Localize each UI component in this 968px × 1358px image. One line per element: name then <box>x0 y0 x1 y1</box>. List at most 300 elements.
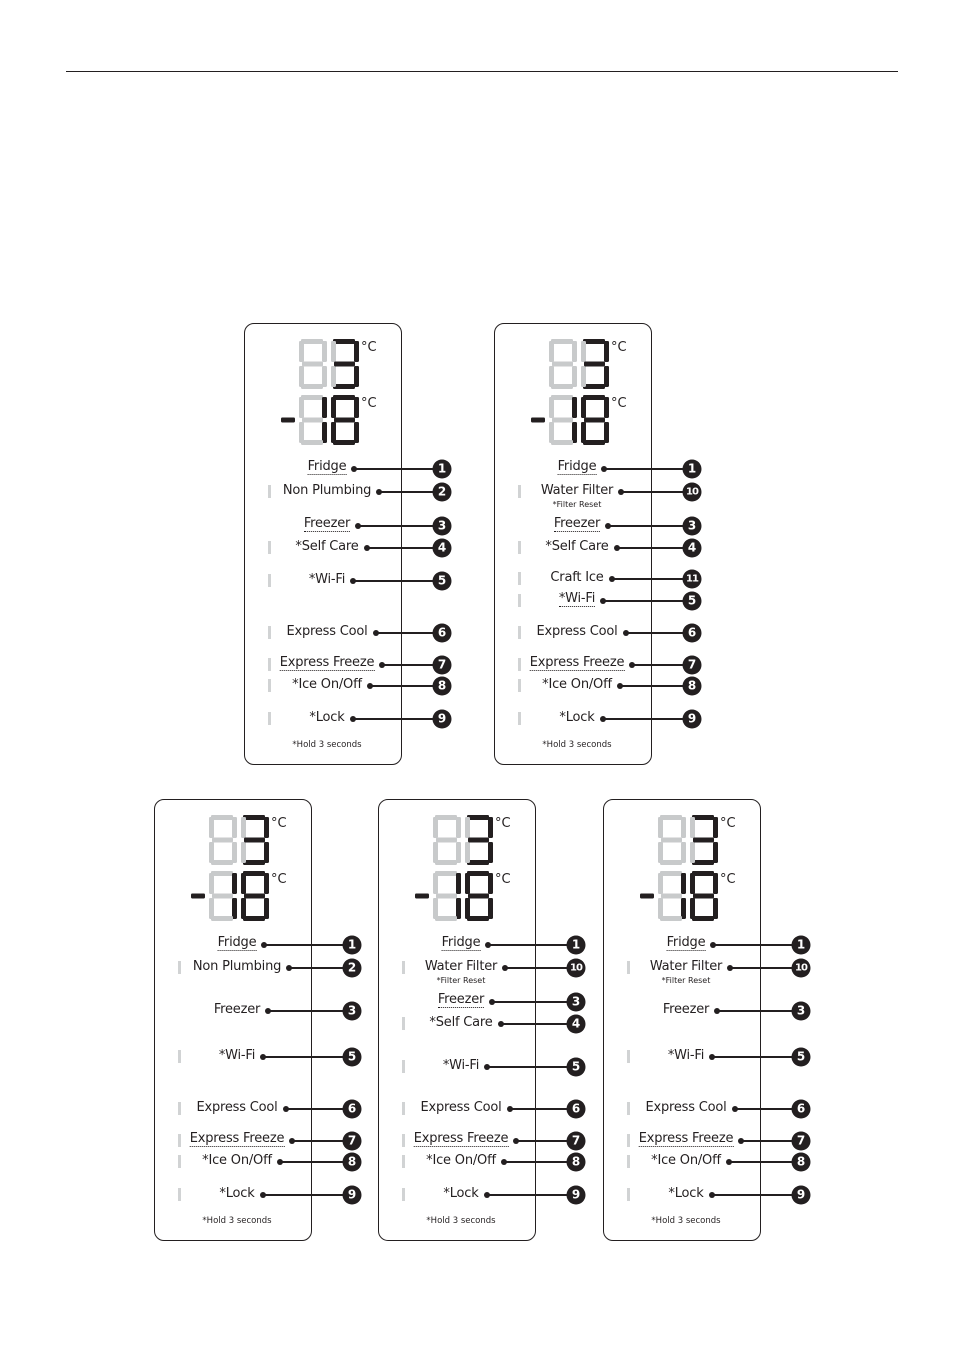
control-button-label[interactable]: *Lock <box>668 1186 704 1201</box>
lcd-digit <box>690 815 718 865</box>
lcd-segment <box>468 838 489 843</box>
lcd-segment <box>433 842 438 863</box>
lcd-segment <box>456 898 461 919</box>
indicator-light <box>518 485 521 498</box>
lcd-segment <box>681 817 686 838</box>
temperature-display <box>155 812 311 924</box>
lcd-segment <box>681 842 686 863</box>
minus-sign <box>640 894 654 899</box>
lcd-segment <box>334 362 355 367</box>
lcd-digit <box>690 871 718 921</box>
callout-number-badge: 4 <box>433 539 452 558</box>
control-button-label[interactable]: *Ice On/Off <box>202 1153 272 1168</box>
lcd-segment <box>264 817 269 838</box>
callout-number-badge: 3 <box>343 1002 362 1021</box>
hold-note: *Hold 3 seconds <box>202 1216 272 1226</box>
control-button-label[interactable]: *Wi-Fi <box>308 572 346 587</box>
callout-leader-line <box>358 525 442 526</box>
lcd-segment <box>433 817 438 838</box>
lcd-segment <box>301 339 323 344</box>
lcd-segment <box>465 898 470 919</box>
lcd-segment <box>211 860 233 865</box>
control-button-label[interactable]: Express Cool <box>286 624 368 639</box>
callout-leader-line <box>717 1010 801 1011</box>
control-button-label[interactable]: Express Freeze <box>638 1131 734 1146</box>
lcd-segment <box>552 362 573 367</box>
lcd-segment <box>435 871 457 876</box>
lcd-segment <box>549 422 554 443</box>
control-button-label[interactable]: Water Filter <box>540 483 614 498</box>
callout-number-badge: 8 <box>792 1153 811 1172</box>
lcd-segment <box>552 418 573 423</box>
callout-number-badge: 9 <box>433 710 452 729</box>
lcd-segment <box>551 339 573 344</box>
control-button-label[interactable]: Express Freeze <box>529 655 625 670</box>
callout-leader-line <box>608 525 692 526</box>
callout-number-badge: 9 <box>567 1186 586 1205</box>
lcd-segment <box>264 873 269 894</box>
callout-number-badge: 3 <box>792 1002 811 1021</box>
control-button-label[interactable]: Express Cool <box>420 1100 502 1115</box>
lcd-segment <box>692 860 714 865</box>
lcd-segment <box>488 817 493 838</box>
filter-reset-note: *Filter Reset <box>436 976 486 985</box>
indicator-light <box>518 541 521 554</box>
control-button-label[interactable]: *Wi-Fi <box>442 1058 480 1073</box>
lcd-segment <box>241 898 246 919</box>
celsius-unit: °C <box>611 340 627 355</box>
indicator-light <box>268 679 271 692</box>
lcd-digit <box>465 815 493 865</box>
lcd-segment <box>331 422 336 443</box>
lcd-segment <box>467 815 489 820</box>
control-button-label[interactable]: *Ice On/Off <box>651 1153 721 1168</box>
control-button-label[interactable]: *Lock <box>309 710 345 725</box>
celsius-unit: °C <box>495 872 511 887</box>
lcd-segment <box>243 871 265 876</box>
control-panel <box>154 799 357 1241</box>
control-button-label[interactable]: Fridge <box>217 935 257 950</box>
callout-number-badge: 8 <box>567 1153 586 1172</box>
callout-leader-line <box>487 1066 576 1067</box>
lcd-segment <box>713 873 718 894</box>
lcd-segment <box>211 815 233 820</box>
indicator-light <box>518 626 521 639</box>
lcd-segment <box>301 384 323 389</box>
callout-number-badge: 9 <box>343 1186 362 1205</box>
control-button-label[interactable]: *Wi-Fi <box>558 591 596 606</box>
lcd-segment <box>467 871 489 876</box>
indicator-light <box>268 574 271 587</box>
callout-number-badge: 3 <box>433 517 452 536</box>
lcd-segment <box>244 838 265 843</box>
lcd-segment <box>581 366 586 387</box>
control-button-label[interactable]: *Wi-Fi <box>667 1048 705 1063</box>
lcd-segment <box>549 397 554 418</box>
lcd-segment <box>209 817 214 838</box>
lcd-segment <box>660 916 682 921</box>
control-button-label[interactable]: Freezer <box>437 992 485 1007</box>
callout-number-badge: 3 <box>683 517 702 536</box>
celsius-unit: °C <box>720 816 736 831</box>
callout-number-badge: 6 <box>433 624 452 643</box>
indicator-light <box>402 1134 405 1147</box>
lcd-segment <box>456 842 461 863</box>
callout-leader-line <box>492 1001 576 1002</box>
callout-leader-line <box>621 491 692 492</box>
lcd-segment <box>456 817 461 838</box>
minus-sign <box>191 894 205 899</box>
lcd-segment <box>465 817 470 838</box>
lcd-segment <box>433 898 438 919</box>
lcd-segment <box>583 440 605 445</box>
lcd-segment <box>551 440 573 445</box>
lcd-segment <box>301 395 323 400</box>
lcd-segment <box>692 815 714 820</box>
indicator-light <box>268 626 271 639</box>
callout-leader-line <box>487 1194 576 1195</box>
lcd-segment <box>661 894 682 899</box>
callout-leader-line <box>729 1161 801 1162</box>
indicator-light <box>178 1050 181 1063</box>
callout-number-badge: 10 <box>683 483 702 502</box>
callout-number-badge: 5 <box>792 1048 811 1067</box>
callout-number-badge: 6 <box>792 1100 811 1119</box>
lcd-segment <box>322 341 327 362</box>
lcd-segment <box>681 873 686 894</box>
lcd-segment <box>241 873 246 894</box>
control-button-label[interactable]: Express Freeze <box>413 1131 509 1146</box>
control-button-label[interactable]: *Lock <box>443 1186 479 1201</box>
celsius-unit: °C <box>495 816 511 831</box>
lcd-svg <box>495 336 653 448</box>
lcd-digit <box>581 395 609 445</box>
lcd-segment <box>604 366 609 387</box>
lcd-segment <box>572 397 577 418</box>
lcd-segment <box>333 395 355 400</box>
callout-leader-line <box>712 1194 801 1195</box>
callout-number-badge: 2 <box>433 483 452 502</box>
indicator-light <box>627 1050 630 1063</box>
lcd-segment <box>713 898 718 919</box>
lcd-segment <box>693 894 714 899</box>
callout-number-badge: 9 <box>683 710 702 729</box>
indicator-light <box>518 594 521 607</box>
lcd-svg <box>604 812 762 924</box>
minus-sign <box>281 418 295 423</box>
callout-leader-line <box>264 944 352 945</box>
lcd-segment <box>241 842 246 863</box>
callout-number-badge: 8 <box>343 1153 362 1172</box>
lcd-segment <box>549 366 554 387</box>
control-button-label[interactable]: Express Freeze <box>279 655 375 670</box>
lcd-segment <box>209 898 214 919</box>
control-panel <box>378 799 582 1241</box>
lcd-digit <box>433 871 461 921</box>
indicator-light <box>268 658 271 671</box>
callout-number-badge: 5 <box>567 1058 586 1077</box>
lcd-segment <box>488 842 493 863</box>
control-button-label[interactable]: Fridge <box>441 935 481 950</box>
callout-number-badge: 6 <box>683 624 702 643</box>
control-button-label[interactable]: *Self Care <box>545 539 609 554</box>
control-button-label[interactable]: Express Cool <box>196 1100 278 1115</box>
lcd-segment <box>584 362 605 367</box>
callout-number-badge: 1 <box>343 936 362 955</box>
lcd-segment <box>583 339 605 344</box>
callout-number-badge: 7 <box>567 1132 586 1151</box>
control-button-label[interactable]: Water Filter <box>424 959 498 974</box>
lcd-digit <box>658 871 686 921</box>
control-button-label[interactable]: *Lock <box>219 1186 255 1201</box>
control-button-label[interactable]: Freezer <box>303 516 351 531</box>
control-button-label[interactable]: Fridge <box>666 935 706 950</box>
celsius-unit: °C <box>720 872 736 887</box>
lcd-svg <box>155 812 313 924</box>
lcd-segment <box>211 871 233 876</box>
temperature-display <box>379 812 535 924</box>
callout-number-badge: 7 <box>343 1132 362 1151</box>
lcd-segment <box>660 871 682 876</box>
lcd-segment <box>549 341 554 362</box>
callout-number-badge: 8 <box>683 677 702 696</box>
callout-leader-line <box>620 685 692 686</box>
lcd-segment <box>584 418 605 423</box>
lcd-segment <box>333 384 355 389</box>
lcd-segment <box>212 838 233 843</box>
lcd-segment <box>299 422 304 443</box>
indicator-light <box>178 1134 181 1147</box>
control-button-label[interactable]: *Ice On/Off <box>292 677 362 692</box>
indicator-light <box>268 712 271 725</box>
hold-note: *Hold 3 seconds <box>426 1216 496 1226</box>
control-button-label[interactable]: Water Filter <box>649 959 723 974</box>
lcd-segment <box>243 815 265 820</box>
control-panel <box>494 323 698 765</box>
callout-leader-line <box>612 578 692 579</box>
indicator-light <box>178 961 181 974</box>
lcd-segment <box>661 838 682 843</box>
filter-reset-note: *Filter Reset <box>552 500 602 509</box>
lcd-segment <box>435 916 457 921</box>
indicator-light <box>402 1017 405 1030</box>
lcd-digit <box>299 339 327 389</box>
control-button-label[interactable]: Fridge <box>307 459 347 474</box>
control-button-label[interactable]: *Lock <box>559 710 595 725</box>
indicator-light <box>268 485 271 498</box>
celsius-unit: °C <box>361 340 377 355</box>
lcd-segment <box>551 395 573 400</box>
lcd-segment <box>212 894 233 899</box>
control-button-label[interactable]: Freezer <box>662 1002 710 1017</box>
lcd-segment <box>660 815 682 820</box>
lcd-segment <box>583 384 605 389</box>
callout-leader-line <box>367 547 442 548</box>
control-button-label[interactable]: *Self Care <box>295 539 359 554</box>
callout-leader-line <box>354 468 442 469</box>
lcd-segment <box>299 341 304 362</box>
lcd-segment <box>581 422 586 443</box>
control-button-label[interactable]: Non Plumbing <box>192 959 282 974</box>
lcd-segment <box>690 898 695 919</box>
lcd-digit <box>209 815 237 865</box>
callout-leader-line <box>603 718 692 719</box>
control-panel <box>603 799 807 1241</box>
lcd-segment <box>583 395 605 400</box>
lcd-digit <box>299 395 327 445</box>
indicator-light <box>402 1155 405 1168</box>
callout-number-badge: 1 <box>567 936 586 955</box>
indicator-light <box>518 679 521 692</box>
lcd-segment <box>244 894 265 899</box>
callout-leader-line <box>504 1161 576 1162</box>
control-button-label[interactable]: *Self Care <box>429 1015 493 1030</box>
callout-number-badge: 8 <box>433 677 452 696</box>
lcd-segment <box>572 422 577 443</box>
indicator-light <box>627 1188 630 1201</box>
callout-number-badge: 2 <box>343 959 362 978</box>
indicator-light <box>178 1102 181 1115</box>
lcd-segment <box>322 397 327 418</box>
control-button-label[interactable]: Fridge <box>557 459 597 474</box>
control-button-label[interactable]: Express Cool <box>536 624 618 639</box>
lcd-segment <box>354 341 359 362</box>
minus-sign <box>531 418 545 423</box>
lcd-digit <box>331 339 359 389</box>
callout-number-badge: 11 <box>683 570 702 589</box>
lcd-segment <box>211 916 233 921</box>
lcd-segment <box>692 916 714 921</box>
lcd-segment <box>713 817 718 838</box>
callout-leader-line <box>501 1023 576 1024</box>
lcd-svg <box>379 812 537 924</box>
callout-leader-line <box>353 718 442 719</box>
lcd-segment <box>209 873 214 894</box>
lcd-segment <box>658 817 663 838</box>
indicator-light <box>518 572 521 585</box>
indicator-light <box>402 961 405 974</box>
callout-leader-line <box>488 944 576 945</box>
callout-number-badge: 4 <box>683 539 702 558</box>
callout-leader-line <box>263 1056 352 1057</box>
lcd-segment <box>331 341 336 362</box>
lcd-segment <box>658 842 663 863</box>
callout-number-badge: 3 <box>567 993 586 1012</box>
lcd-segment <box>436 838 457 843</box>
lcd-digit <box>549 395 577 445</box>
hold-note: *Hold 3 seconds <box>292 740 362 750</box>
lcd-segment <box>243 916 265 921</box>
lcd-digit <box>241 815 269 865</box>
lcd-segment <box>690 817 695 838</box>
control-button-label[interactable]: Craft Ice <box>550 570 604 585</box>
indicator-light <box>178 1188 181 1201</box>
lcd-segment <box>658 898 663 919</box>
lcd-segment <box>302 362 323 367</box>
callout-number-badge: 10 <box>567 959 586 978</box>
control-panel <box>244 323 447 765</box>
lcd-segment <box>581 341 586 362</box>
lcd-segment <box>456 873 461 894</box>
control-button-label[interactable]: *Ice On/Off <box>426 1153 496 1168</box>
celsius-unit: °C <box>611 396 627 411</box>
lcd-segment <box>693 838 714 843</box>
lcd-segment <box>465 842 470 863</box>
lcd-segment <box>467 916 489 921</box>
lcd-segment <box>604 422 609 443</box>
lcd-digit <box>658 815 686 865</box>
callout-leader-line <box>263 1194 352 1195</box>
lcd-digit <box>331 395 359 445</box>
lcd-segment <box>713 842 718 863</box>
lcd-segment <box>322 422 327 443</box>
lcd-segment <box>658 873 663 894</box>
callout-leader-line <box>713 944 801 945</box>
lcd-segment <box>232 817 237 838</box>
header-rule <box>66 71 898 72</box>
lcd-segment <box>299 397 304 418</box>
callout-leader-line <box>730 967 801 968</box>
hold-note: *Hold 3 seconds <box>651 1216 721 1226</box>
lcd-segment <box>468 894 489 899</box>
lcd-digit <box>465 871 493 921</box>
indicator-light <box>402 1188 405 1201</box>
lcd-digit <box>549 339 577 389</box>
callout-number-badge: 10 <box>792 959 811 978</box>
lcd-segment <box>488 873 493 894</box>
callout-leader-line <box>268 1010 352 1011</box>
lcd-segment <box>354 422 359 443</box>
control-button-label[interactable]: *Ice On/Off <box>542 677 612 692</box>
filter-reset-note: *Filter Reset <box>661 976 711 985</box>
control-button-label[interactable]: *Wi-Fi <box>218 1048 256 1063</box>
callout-number-badge: 5 <box>683 592 702 611</box>
lcd-segment <box>690 873 695 894</box>
lcd-segment <box>467 860 489 865</box>
lcd-segment <box>433 873 438 894</box>
indicator-light <box>402 1060 405 1073</box>
lcd-segment <box>436 894 457 899</box>
lcd-segment <box>302 418 323 423</box>
celsius-unit: °C <box>361 396 377 411</box>
control-button-label[interactable]: Express Freeze <box>189 1131 285 1146</box>
indicator-light <box>518 658 521 671</box>
control-button-label[interactable]: Freezer <box>553 516 601 531</box>
callout-leader-line <box>353 580 442 581</box>
control-button-label[interactable]: Express Cool <box>645 1100 727 1115</box>
indicator-light <box>178 1155 181 1168</box>
indicator-light <box>402 1102 405 1115</box>
callout-number-badge: 5 <box>343 1048 362 1067</box>
lcd-segment <box>435 860 457 865</box>
callout-number-badge: 5 <box>433 572 452 591</box>
control-button-label[interactable]: Freezer <box>213 1002 261 1017</box>
lcd-segment <box>435 815 457 820</box>
lcd-segment <box>690 842 695 863</box>
callout-number-badge: 1 <box>433 460 452 479</box>
control-button-label[interactable]: Non Plumbing <box>282 483 372 498</box>
hold-note: *Hold 3 seconds <box>542 740 612 750</box>
callout-number-badge: 6 <box>567 1100 586 1119</box>
lcd-segment <box>232 873 237 894</box>
lcd-segment <box>354 397 359 418</box>
lcd-segment <box>243 860 265 865</box>
lcd-digit <box>209 871 237 921</box>
callout-number-badge: 1 <box>683 460 702 479</box>
lcd-digit <box>433 815 461 865</box>
indicator-light <box>627 1155 630 1168</box>
lcd-segment <box>264 842 269 863</box>
